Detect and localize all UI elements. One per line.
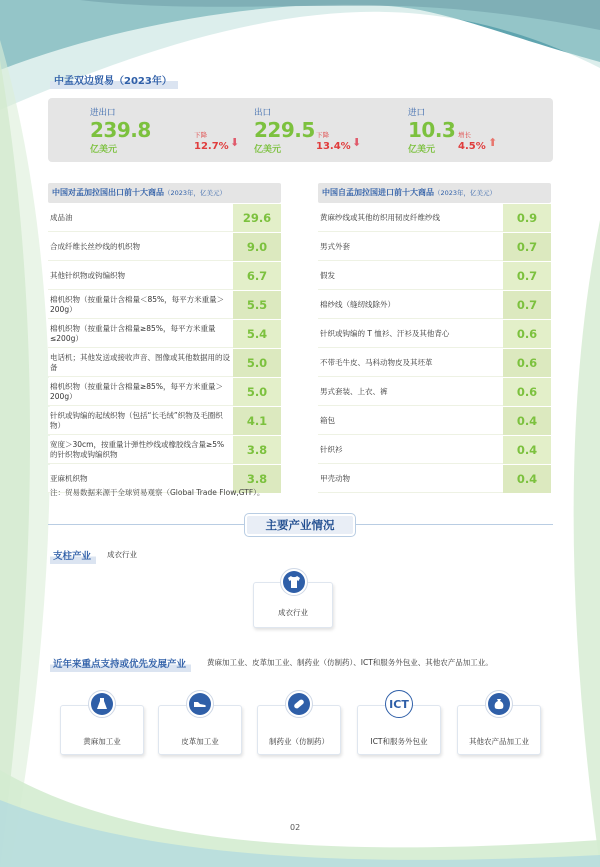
- card-label: 其他农产品加工业: [469, 737, 529, 746]
- trade-stats-panel: [48, 98, 553, 162]
- row-value: 6.7: [233, 262, 281, 290]
- table-row: [48, 262, 281, 290]
- card-label: 制药业（仿制药）: [269, 737, 329, 746]
- pill-icon: [285, 690, 313, 718]
- import-table: [318, 183, 551, 493]
- row-value: 0.6: [503, 378, 551, 406]
- card-label: ICT和服务外包业: [370, 737, 428, 746]
- arrow-up-icon: ⬆: [488, 136, 498, 149]
- table-row: [48, 204, 281, 232]
- row-value: 0.4: [503, 465, 551, 493]
- row-value: 0.6: [503, 320, 551, 348]
- stat-change-label: 下降: [316, 131, 329, 139]
- stat-unit: 亿美元: [408, 145, 436, 155]
- row-name: 其他针织物或钩编织物: [48, 262, 233, 290]
- stat-value: 239.8: [90, 118, 151, 142]
- table-row: [48, 436, 281, 464]
- row-value: 5.4: [233, 320, 281, 348]
- priority-industry-text: 黄麻加工业、皮革加工业、制药业（仿制药）、ICT和服务外包业、其他农产品加工业。: [207, 658, 493, 667]
- stat-total: [90, 106, 240, 156]
- ict-icon: [385, 690, 413, 718]
- table-row: [318, 407, 551, 435]
- row-value: 5.5: [233, 291, 281, 319]
- import-table-header: [318, 183, 551, 203]
- row-name: 电话机；其他发送或接收声音、图像或其他数据用的设备: [48, 349, 233, 377]
- row-name: 亚麻机织物: [48, 465, 233, 493]
- table-row: [318, 262, 551, 290]
- card-label: 成衣行业: [278, 608, 308, 617]
- table-row: [48, 233, 281, 261]
- table-row: [318, 378, 551, 406]
- stat-label: 进出口: [90, 108, 116, 118]
- table-row: [318, 204, 551, 232]
- row-value: 5.0: [233, 378, 281, 406]
- export-table-title-suffix: （2023年，亿美元）: [164, 189, 227, 197]
- shoe-icon: [186, 690, 214, 718]
- row-name: 棉机织物（按重量计含棉量≥85%，每平方米重量＞200g）: [48, 378, 233, 406]
- row-name: 甲壳动物: [318, 465, 503, 493]
- pillar-industry-tag: 支柱产业: [50, 547, 96, 564]
- row-name: 男式套装、上衣、裤: [318, 378, 503, 406]
- row-name: 针织或钩编的 T 恤衫、汗衫及其他背心: [318, 320, 503, 348]
- row-value: 0.7: [503, 291, 551, 319]
- export-table: [48, 183, 281, 493]
- stat-change-value: 13.4%: [316, 141, 351, 152]
- export-table-header: [48, 183, 281, 203]
- row-name: 棉机织物（按重量计含棉量≥85%，每平方米重量≤200g）: [48, 320, 233, 348]
- stat-export: [254, 106, 404, 156]
- table-row: [318, 436, 551, 464]
- row-value: 0.7: [503, 233, 551, 261]
- row-name: 假发: [318, 262, 503, 290]
- row-value: 3.8: [233, 465, 281, 493]
- import-table-title: 中国自孟加拉国进口前十大商品: [322, 188, 434, 197]
- stat-change-label: 增长: [458, 131, 471, 139]
- import-table-title-suffix: （2023年，亿美元）: [434, 189, 497, 197]
- stat-unit: 亿美元: [90, 145, 118, 155]
- priority-industry-tag: 近年来重点支持或优先发展产业: [50, 655, 191, 672]
- row-name: 箱包: [318, 407, 503, 435]
- row-value: 4.1: [233, 407, 281, 435]
- dress-icon: [88, 690, 116, 718]
- table-row: [318, 291, 551, 319]
- row-value: 0.6: [503, 349, 551, 377]
- table-row: [48, 349, 281, 377]
- row-value: 0.4: [503, 407, 551, 435]
- export-table-title: 中国对孟加拉国出口前十大商品: [52, 188, 164, 197]
- row-name: 针织或钩编的起绒织物（包括“长毛绒”织物及毛圈织物）: [48, 407, 233, 435]
- row-value: 0.7: [503, 262, 551, 290]
- table-row: [48, 291, 281, 319]
- row-value: 0.4: [503, 436, 551, 464]
- row-name: 棉纱线（缝纫线除外）: [318, 291, 503, 319]
- row-name: 不带毛牛皮、马科动物皮及其坯革: [318, 349, 503, 377]
- row-value: 29.6: [233, 204, 281, 232]
- row-name: 针织衫: [318, 436, 503, 464]
- pillar-industry-text: 成衣行业: [107, 550, 137, 559]
- arrow-down-icon: ⬇: [230, 136, 240, 149]
- table-row: [318, 465, 551, 493]
- table-row: [48, 407, 281, 435]
- trade-section-title: 中孟双边贸易（2023年）: [50, 71, 178, 89]
- card-label: 黄麻加工业: [83, 737, 121, 746]
- stat-value: 10.3: [408, 118, 456, 142]
- shirt-icon: [280, 568, 308, 596]
- page-number: 02: [290, 823, 301, 832]
- industry-section-banner: 主要产业情况: [245, 514, 355, 536]
- row-name: 宽度＞30cm，按重量计弹性纱线或橡胶线含量≥5%的针织物或钩编织物: [48, 436, 233, 464]
- grain-sack-icon: [485, 690, 513, 718]
- stat-change-value: 4.5%: [458, 141, 486, 152]
- table-row: [318, 320, 551, 348]
- row-name: 黄麻纱线或其他纺织用韧皮纤维纱线: [318, 204, 503, 232]
- table-row: [48, 320, 281, 348]
- row-name: 棉机织物（按重量计含棉量＜85%，每平方米重量＞200g）: [48, 291, 233, 319]
- import-table-body: [318, 204, 551, 493]
- table-row: [318, 349, 551, 377]
- arrow-down-icon: ⬇: [352, 136, 362, 149]
- export-table-body: [48, 204, 281, 493]
- ict-glyph: ICT: [389, 697, 409, 711]
- stat-unit: 亿美元: [254, 145, 282, 155]
- card-label: 皮革加工业: [181, 737, 219, 746]
- table-row: [318, 233, 551, 261]
- row-name: 成品油: [48, 204, 233, 232]
- stat-value: 229.5: [254, 118, 315, 142]
- data-source-note: 注：贸易数据来源于全球贸易观察（Global Trade Flow,GTF）。: [50, 488, 265, 497]
- row-value: 5.0: [233, 349, 281, 377]
- table-row: [48, 378, 281, 406]
- stat-import: [408, 106, 558, 156]
- row-value: 3.8: [233, 436, 281, 464]
- stat-change-value: 12.7%: [194, 141, 229, 152]
- stat-label: 出口: [254, 108, 272, 118]
- stat-change-label: 下降: [194, 131, 207, 139]
- row-name: 合成纤维长丝纱线的机织物: [48, 233, 233, 261]
- stat-label: 进口: [408, 108, 426, 118]
- row-name: 男式外套: [318, 233, 503, 261]
- row-value: 9.0: [233, 233, 281, 261]
- row-value: 0.9: [503, 204, 551, 232]
